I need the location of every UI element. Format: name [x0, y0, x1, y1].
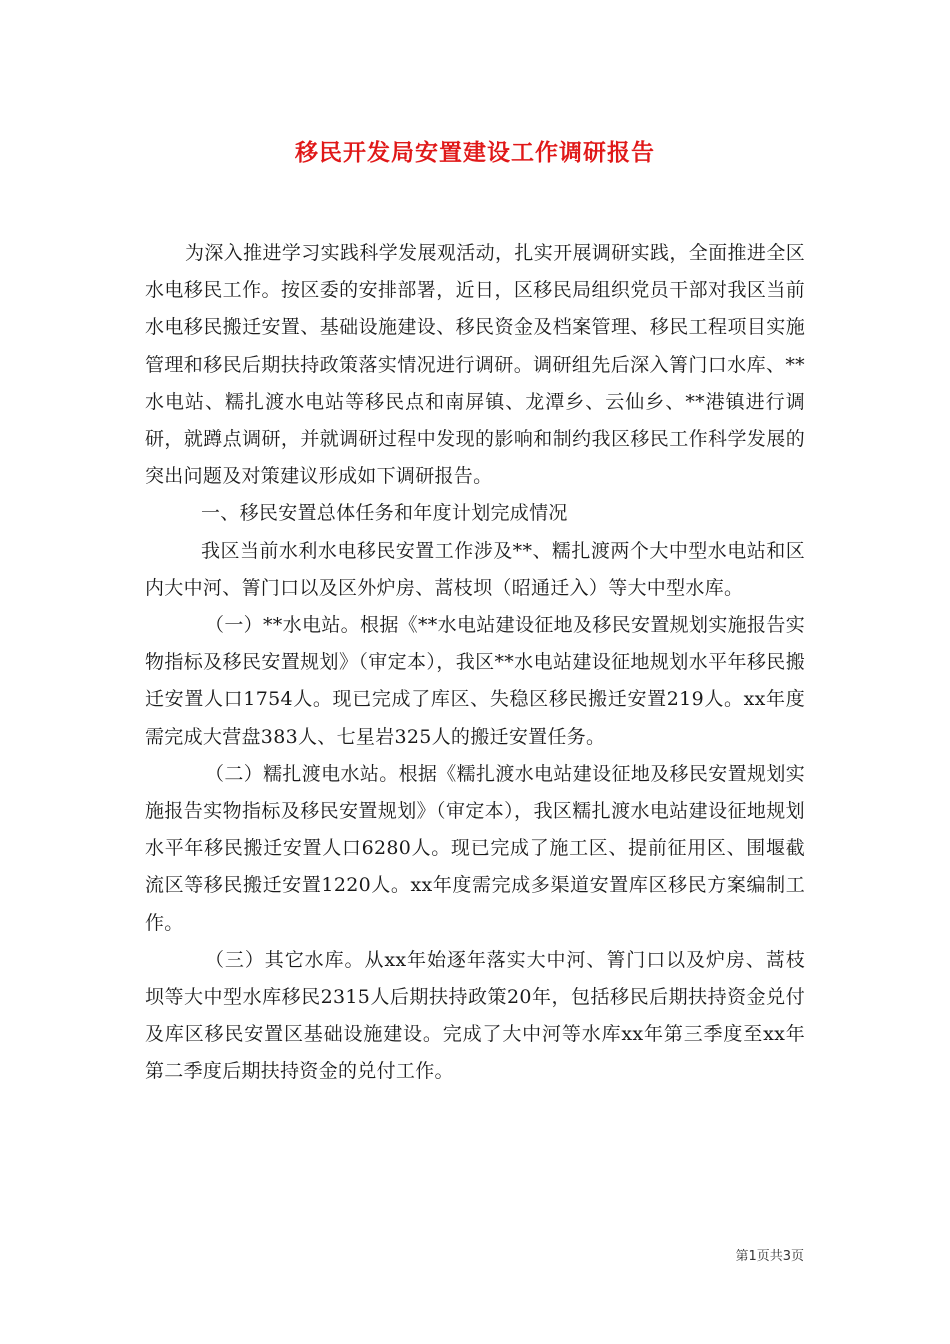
paragraph-intro: 为深入推进学习实践科学发展观活动，扎实开展调研实践，全面推进全区水电移民工作。按区委的安排部署，近日，区移民局组织党员干部对我区当前水电移民搬迁安置、基础设施建设、移民资金及档案管理、移民工程项目实施管理和移民后期扶持政策落实情况进行调研。调研组先后深入箐门口水库、**水电站、糯扎渡水电站等移民点和南屏镇、龙潭乡、云仙乡、**港镇进行调研，就蹲点调研，并就调研过程中发现的影响和制约我区移民工作科学发展的突出问题及对策建议形成如下调研报告。	[145, 242, 805, 488]
paragraph-subsection-2: （二）糯扎渡电水站。根据《糯扎渡水电站建设征地及移民安置规划实施报告实物指标及移民安置规划》（审定本），我区糯扎渡水电站建设征地规划水平年移民搬迁安置人口6280人。现已完成了施工区、提前征用区、围堰截流区等移民搬迁安置1220人。xx年度需完成多渠道安置库区移民方案编制工作。	[145, 762, 805, 934]
page-number: 第1页共3页	[735, 1249, 804, 1264]
document-body	[145, 235, 805, 1091]
paragraph-overview: 我区当前水利水电移民安置工作涉及**、糯扎渡两个大中型水电站和区内大中河、箐门口以及区外炉房、蒿枝坝（昭通迁入）等大中型水库。	[145, 539, 805, 599]
paragraph-subsection-3: （三）其它水库。从xx年始逐年落实大中河、箐门口以及炉房、蒿枝坝等大中型水库移民2315人后期扶持政策20年，包括移民后期扶持资金兑付及库区移民安置区基础设施建设。完成了大中河等水库xx年第三季度至xx年第二季度后期扶持资金的兑付工作。	[145, 948, 805, 1083]
paragraph-subsection-1: （一）**水电站。根据《**水电站建设征地及移民安置规划实施报告实物指标及移民安置规划》（审定本），我区**水电站建设征地规划水平年移民搬迁安置人口1754人。现已完成了库区、失稳区移民搬迁安置219人。xx年度需完成大营盘383人、七星岩325人的搬迁安置任务。	[145, 614, 805, 748]
document-title: 移民开发局安置建设工作调研报告	[295, 140, 655, 166]
section-heading-1: 一、移民安置总体任务和年度计划完成情况	[201, 502, 568, 525]
